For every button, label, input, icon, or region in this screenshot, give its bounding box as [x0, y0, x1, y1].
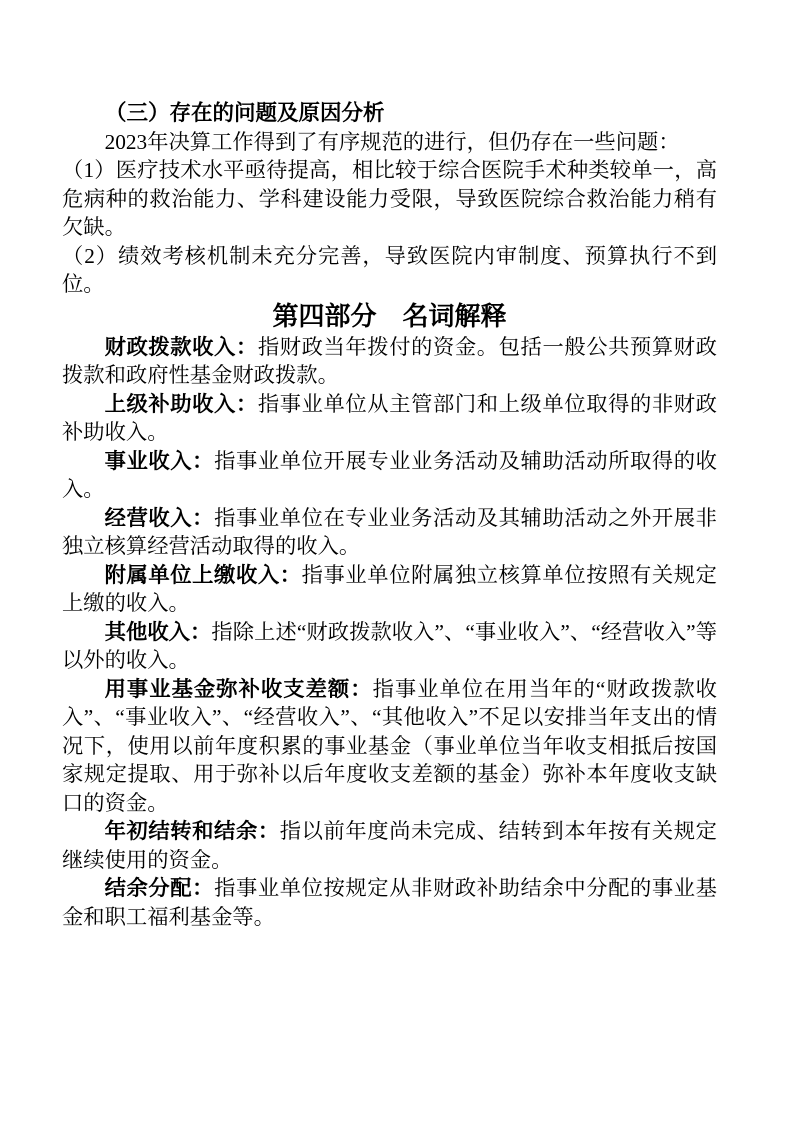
glossary-entry: [62, 504, 717, 561]
glossary-definition: 指事业单位从主管部门和上级单位取得的非财政补助收入。: [62, 391, 717, 444]
problems-section: [62, 99, 717, 299]
glossary-section-heading: 第四部分 名词解释: [272, 300, 507, 331]
glossary-term: 其他收入：: [104, 619, 212, 644]
glossary-entry: [62, 817, 717, 874]
glossary-entry: [62, 561, 717, 618]
glossary-definition: 指除上述“财政拨款收入”、“事业收入”、“经营收入”等以外的收入。: [62, 619, 717, 672]
glossary-term: 年初结转和结余：: [104, 819, 280, 843]
glossary-definition: 指事业单位按规定从非财政补助结余中分配的事业基金和职工福利基金等。: [62, 876, 717, 929]
glossary-definition: 指事业单位在专业业务活动及其辅助活动之外开展非独立核算经营活动取得的收入。: [62, 505, 717, 558]
glossary-term: 结余分配：: [104, 876, 215, 900]
glossary-entry: [62, 874, 717, 931]
glossary-term: 事业收入：: [104, 448, 215, 473]
glossary-section: [62, 299, 717, 932]
problems-section-heading: （三）存在的问题及原因分析: [105, 101, 385, 125]
glossary-definition: 指事业单位在用当年的“财政拨款收入”、“事业收入”、“经营收入”、“其他收入”不足以安排当年支出的情况下，使用以前年度积累的事业基金（事业单位当年收支相抵后按国家规定提取、用于弥补以后年度收支差额的基金）弥补本年度收支缺口的资金。: [62, 676, 717, 815]
glossary-definition: 指事业单位附属独立核算单位按照有关规定上缴的收入。: [62, 562, 717, 615]
problems-intro-paragraph: 2023年决算工作得到了有序规范的进行，但仍存在一些问题：: [104, 129, 680, 154]
glossary-definition: 指事业单位开展专业业务活动及辅助活动所取得的收入。: [62, 448, 717, 501]
glossary-entry: [62, 333, 717, 390]
problem-item-2: （2）绩效考核机制未充分完善，导致医院内审制度、预算执行不到位。: [62, 243, 717, 296]
glossary-term: 上级补助收入：: [104, 391, 258, 416]
glossary-term: 附属单位上缴收入：: [104, 562, 302, 587]
glossary-entry: [62, 390, 717, 447]
glossary-term: 财政拨款收入：: [104, 334, 258, 359]
glossary-definition: 指以前年度尚未完成、结转到本年按有关规定继续使用的资金。: [62, 819, 717, 872]
glossary-entry: [62, 675, 717, 818]
glossary-entry: [62, 618, 717, 675]
glossary-definition: 指财政当年拨付的资金。包括一般公共预算财政拨款和政府性基金财政拨款。: [62, 334, 717, 387]
glossary-term: 用事业基金弥补收支差额：: [104, 676, 373, 701]
glossary-term: 经营收入：: [104, 505, 215, 530]
problem-item-1: （1）医疗技术水平亟待提高，相比较于综合医院手术种类较单一，高危病种的救治能力、学科建设能力受限，导致医院综合救治能力稍有欠缺。: [62, 158, 717, 239]
glossary-entry: [62, 447, 717, 504]
